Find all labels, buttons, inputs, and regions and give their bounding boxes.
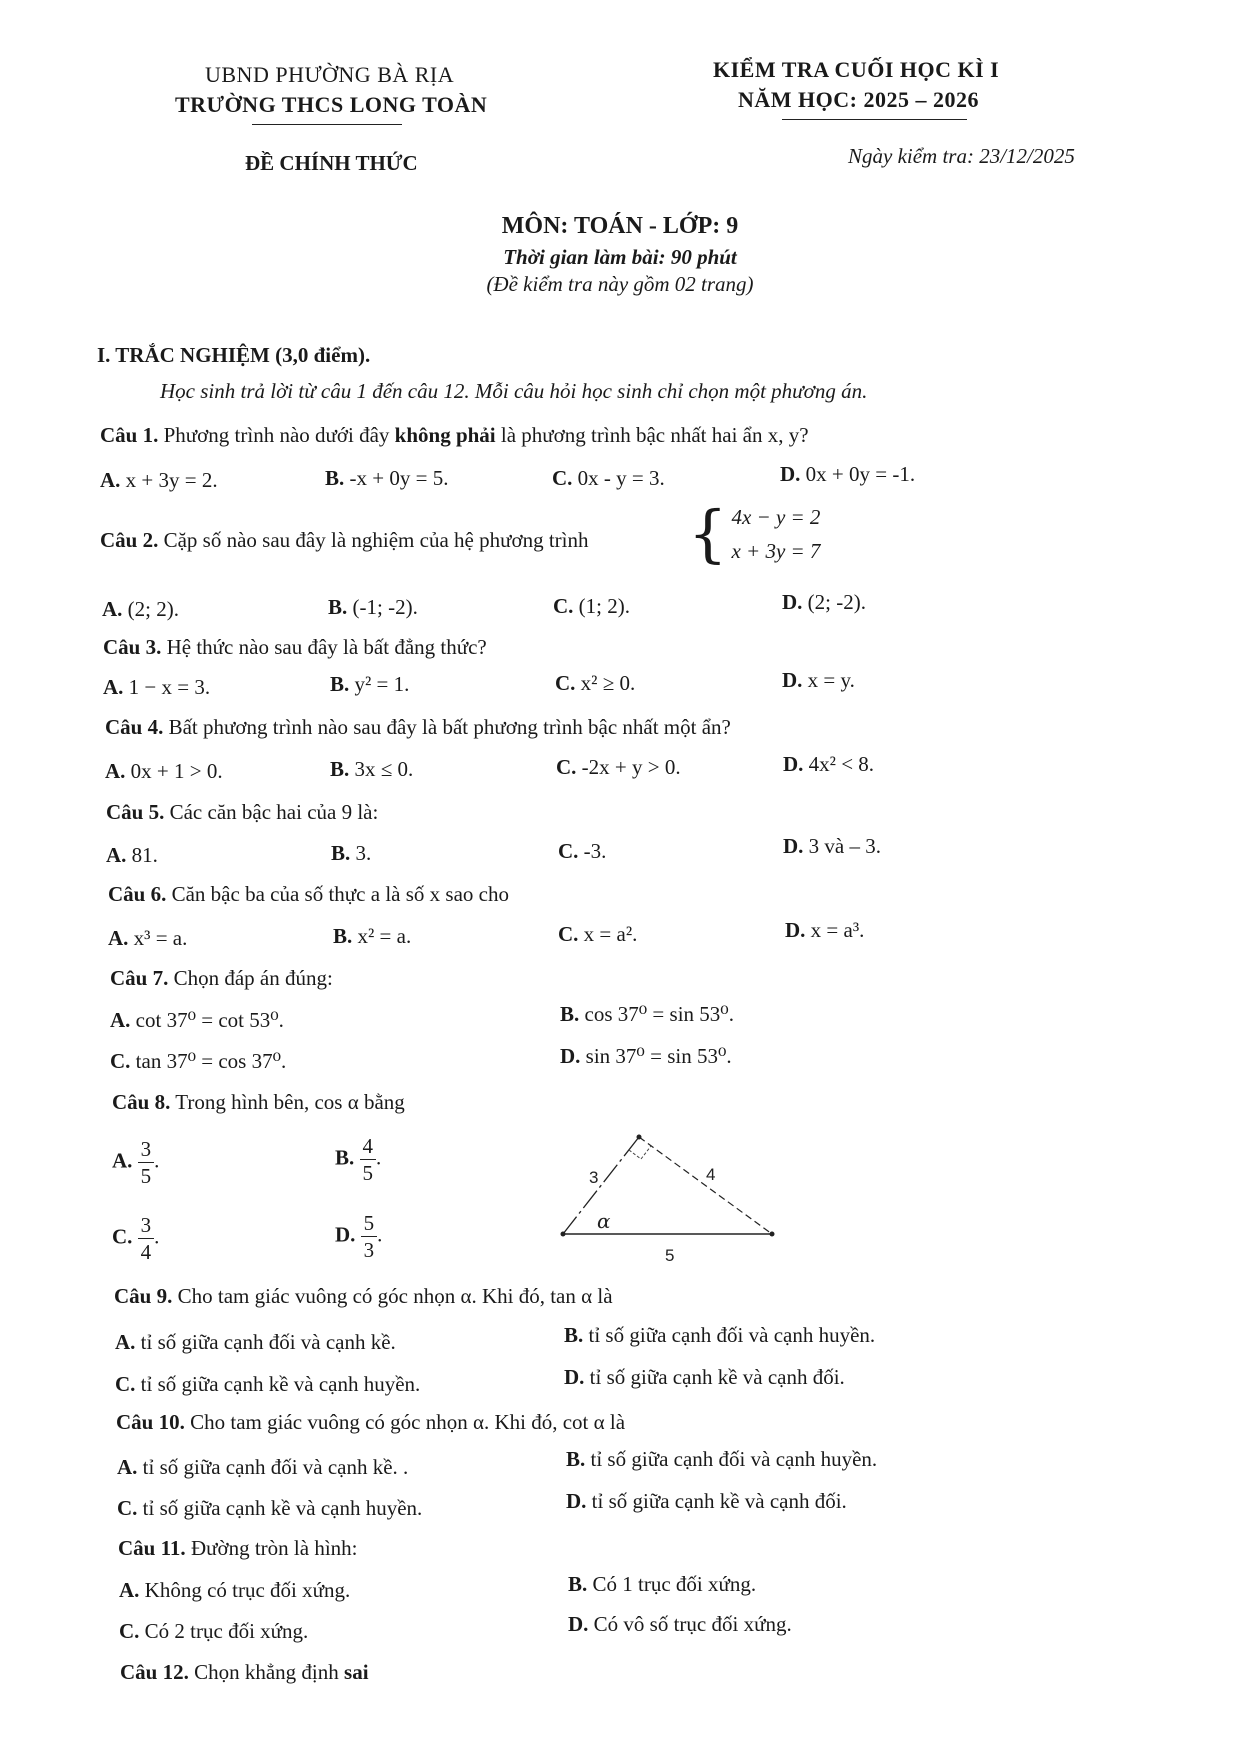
question-label: Câu 3. [103,635,162,659]
question-text: Hệ thức nào sau đây là bất đẳng thức? [166,635,487,659]
question-label: Câu 1. [100,423,159,447]
question-text: Các căn bậc hai của 9 là: [169,800,379,824]
brace-icon: { [688,497,728,570]
question-text: Căn bậc ba của số thực a là số x sao cho [171,882,509,906]
question-text: Chọn đáp án đúng: [173,966,333,990]
q3-option-a[interactable]: A. 1 − x = 3. [103,675,211,699]
q11-option-a[interactable]: A. Không có trục đối xứng. [119,1578,351,1602]
q4-option-c[interactable]: C. -2x + y > 0. [556,755,681,779]
q8-option-d[interactable]: D. $\frac{5}{3}$ . [335,1211,383,1262]
question-label: Câu 11. [118,1536,186,1560]
question-text: Bất phương trình nào sau đây là bất phương trình bậc nhất một ẩn? [168,715,731,739]
q1-option-d[interactable]: D. 0x + 0y = -1. [780,462,916,486]
equation-system [688,497,821,570]
q10-option-a[interactable]: A. tỉ số giữa cạnh đối và cạnh kề. . [117,1455,409,1479]
q7-option-c[interactable]: C. tan 37⁰ = cos 37⁰. [110,1049,287,1073]
question-label: Câu 4. [105,715,164,739]
q7-option-d[interactable]: D. sin 37⁰ = sin 53⁰. [560,1044,732,1068]
q6-option-c[interactable]: C. x = a². [558,922,638,946]
q2-option-d[interactable]: D. (2; -2). [782,590,866,614]
q9-option-b[interactable]: B. tỉ số giữa cạnh đối và cạnh huyền. [564,1323,876,1347]
vertex-dot [637,1135,642,1140]
section-heading: I. TRẮC NGHIỆM (3,0 điểm). [97,343,371,367]
school-name: TRƯỜNG THCS LONG TOÀN [175,92,488,117]
q9-option-c[interactable]: C. tỉ số giữa cạnh kề và cạnh huyền. [115,1372,421,1396]
q5-option-c[interactable]: C. -3. [558,839,607,863]
q3-option-b[interactable]: B. y² = 1. [330,672,410,696]
equation-2: x + 3y = 7 [731,539,821,563]
page-count: (Đề kiểm tra này gồm 02 trang) [486,272,754,296]
time-allowed: Thời gian làm bài: 90 phút [503,245,737,269]
q5-option-b[interactable]: B. 3. [331,841,372,865]
question-label: Câu 10. [116,1410,185,1434]
q2-option-a[interactable]: A. (2; 2). [102,597,179,621]
question-4 [105,715,731,740]
exam-date: Ngày kiểm tra: 23/12/2025 [848,144,1075,168]
q7-option-b[interactable]: B. cos 37⁰ = sin 53⁰. [560,1002,734,1026]
q10-option-d[interactable]: D. tỉ số giữa cạnh kề và cạnh đối. [566,1489,847,1513]
triangle-right-side [639,1137,772,1234]
question-text: là phương trình bậc nhất hai ẩn x, y? [500,423,809,447]
q10-option-b[interactable]: B. tỉ số giữa cạnh đối và cạnh huyền. [566,1447,878,1471]
subject-title: MÔN: TOÁN - LỚP: 9 [501,213,739,239]
question-12 [120,1660,369,1685]
q5-option-d[interactable]: D. 3 và – 3. [783,834,881,858]
q9-option-d[interactable]: D. tỉ số giữa cạnh kề và cạnh đối. [564,1365,845,1389]
section-instruction: Học sinh trả lời từ câu 1 đến câu 12. Mỗi câu hỏi học sinh chỉ chọn một phương án. [160,379,868,403]
question-label: Câu 2. [100,528,159,552]
q7-option-a[interactable]: A. cot 37⁰ = cot 53⁰. [110,1008,284,1032]
question-text: Cho tam giác vuông có góc nhọn α. Khi đó, cot α là [190,1410,626,1434]
q8-option-b[interactable]: B. $\frac{4}{5}$ . [335,1134,382,1185]
vertex-dot [561,1232,566,1237]
q1-option-a[interactable]: A. x + 3y = 2. [100,468,218,492]
right-angle-mark [629,1146,651,1159]
question-10 [116,1410,625,1435]
q4-option-a[interactable]: A. 0x + 1 > 0. [105,759,223,783]
question-text: Cho tam giác vuông có góc nhọn α. Khi đó, tan α là [177,1284,613,1308]
q6-option-a[interactable]: A. x³ = a. [108,926,188,950]
question-6 [108,882,509,907]
year-underline [782,119,967,120]
side-label-right: 4 [706,1165,716,1184]
question-text: Trong hình bên, cos α bằng [175,1090,405,1114]
school-year: NĂM HỌC: 2025 – 2026 [738,87,979,112]
q1-option-b[interactable]: B. -x + 0y = 5. [325,466,449,490]
question-text: Cặp số nào sau đây là nghiệm của hệ phương trình [163,528,589,552]
question-3 [103,635,487,660]
q8-option-c[interactable]: C. $\frac{3}{4}$ . [112,1213,160,1264]
question-1 [100,423,809,448]
q1-option-c[interactable]: C. 0x - y = 3. [552,466,665,490]
q3-option-d[interactable]: D. x = y. [782,668,855,692]
q2-option-b[interactable]: B. (-1; -2). [328,595,418,619]
q8-option-a[interactable]: A. $\frac{3}{5}$ . [112,1137,160,1188]
q9-option-a[interactable]: A. tỉ số giữa cạnh đối và cạnh kề. [115,1330,396,1354]
official-label: ĐỀ CHÍNH THỨC [245,151,418,175]
question-label: Câu 5. [106,800,165,824]
question-text: Chọn khẳng định [194,1660,339,1684]
side-label-left: 3 [589,1168,599,1187]
question-emphasis: sai [344,1660,369,1684]
q6-option-b[interactable]: B. x² = a. [333,924,412,948]
authority-name: UBND PHƯỜNG BÀ RỊA [205,62,455,87]
question-7 [110,966,333,991]
exam-title: KIỂM TRA CUỐI HỌC KÌ I [713,57,1000,82]
question-5 [106,800,378,825]
q3-option-c[interactable]: C. x² ≥ 0. [555,671,636,695]
question-11 [118,1536,358,1561]
school-underline [252,124,402,125]
q10-option-c[interactable]: C. tỉ số giữa cạnh kề và cạnh huyền. [117,1496,423,1520]
q11-option-b[interactable]: B. Có 1 trục đối xứng. [568,1572,757,1596]
question-2 [100,528,589,553]
question-text: Phương trình nào dưới đây [163,423,390,447]
q11-option-d[interactable]: D. Có vô số trục đối xứng. [568,1612,792,1636]
question-9 [114,1284,613,1309]
question-text: Đường tròn là hình: [190,1536,358,1560]
equation-1: 4x − y = 2 [731,505,821,529]
question-label: Câu 9. [114,1284,173,1308]
question-8 [112,1090,405,1115]
triangle-figure [555,1130,785,1270]
q4-option-b[interactable]: B. 3x ≤ 0. [330,757,414,781]
angle-label: α [597,1209,611,1233]
q2-option-c[interactable]: C. (1; 2). [553,594,630,618]
side-label-bottom: 5 [665,1246,675,1265]
vertex-dot [770,1232,775,1237]
q6-option-d[interactable]: D. x = a³. [785,918,865,942]
q5-option-a[interactable]: A. 81. [106,843,158,867]
q4-option-d[interactable]: D. 4x² < 8. [783,752,875,776]
question-emphasis: không phải [394,423,496,447]
question-label: Câu 12. [120,1660,189,1684]
question-label: Câu 7. [110,966,169,990]
q11-option-c[interactable]: C. Có 2 trục đối xứng. [119,1619,309,1643]
question-label: Câu 8. [112,1090,171,1114]
question-label: Câu 6. [108,882,167,906]
